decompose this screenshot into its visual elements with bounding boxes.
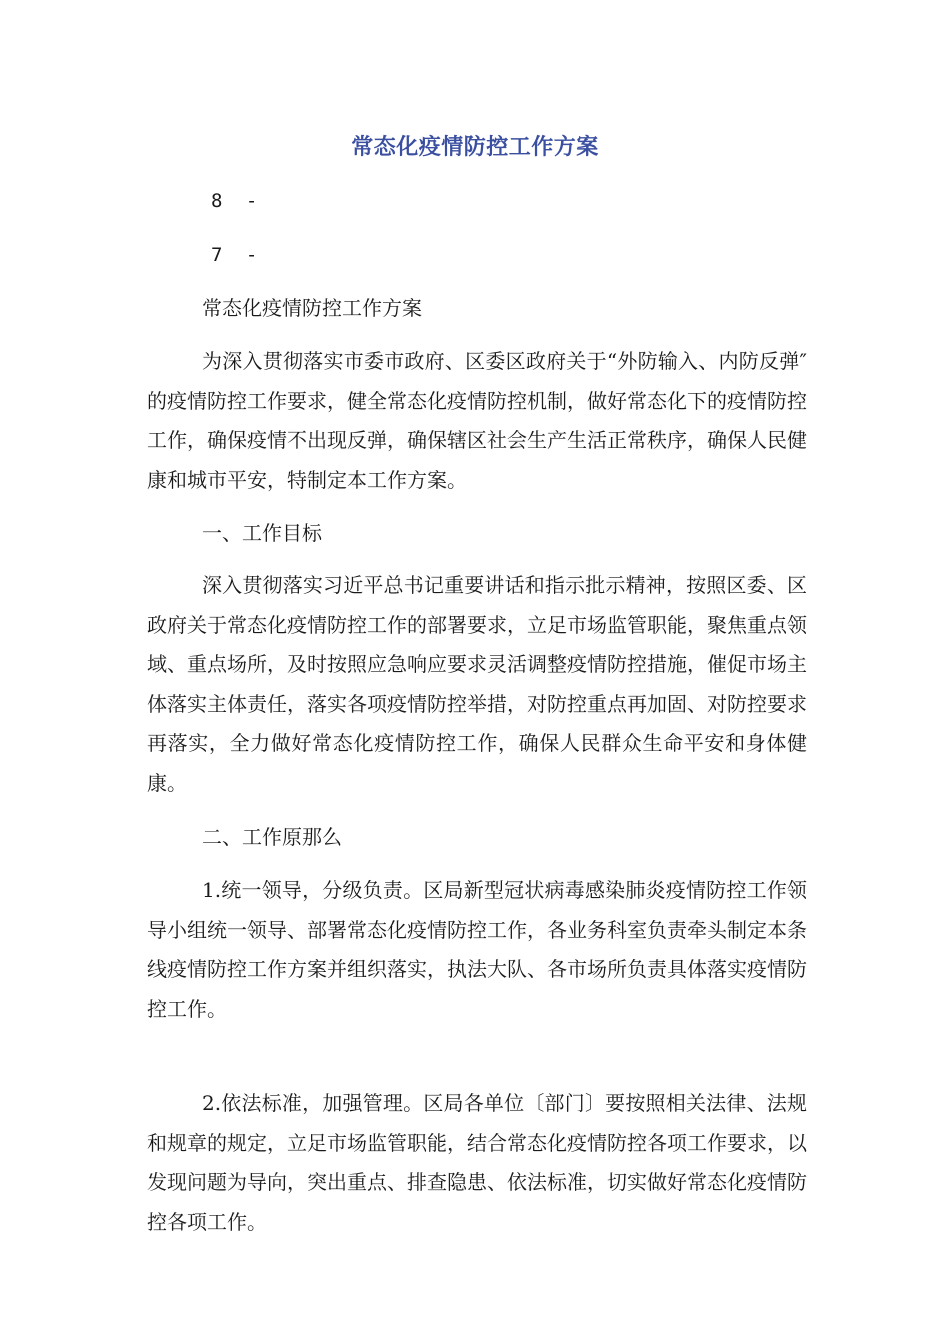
page-marker-2: 7 - [211,244,264,266]
section-1-body: 深入贯彻落实习近平总书记重要讲话和指示批示精神，按照区委、区政府关于常态化疫情防控工作的部署要求，立足市场监管职能，聚焦重点领域、重点场所，及时按照应急响应要求灵活调整疫情防控措施，催促市场主体落实主体责任，落实各项疫情防控举措，对防控重点再加固、对防控要求再落实，全力做好常态化疫情防控工作，确保人民群众生命平安和身体健康。 [147,573,807,795]
section-2-heading: 二、工作原那么 [202,825,342,849]
page-marker-1: 8 - [211,190,264,212]
document-title: 常态化疫情防控工作方案 [351,135,599,160]
intro-paragraph: 为深入贯彻落实市委市政府、区委区政府关于“外防输入、内防反弹″的疫情防控工作要求，健全常态化疫情防控机制，做好常态化下的疫情防控工作，确保疫情不出现反弹，确保辖区社会生产生活正常秩序，确保人民健康和城市平安，特制定本工作方案。 [147,349,807,492]
document-subtitle: 常态化疫情防控工作方案 [202,296,422,320]
principle-item-2: 2.依法标准，加强管理。区局各单位〔部门〕要按照相关法律、法规和规章的规定，立足市场监管职能，结合常态化疫情防控各项工作要求，以发现问题为导向，突出重点、排查隐患、依法标准，切实做好常态化疫情防控各项工作。 [147,1091,807,1234]
section-1-heading: 一、工作目标 [202,521,322,545]
principle-item-1: 1.统一领导，分级负责。区局新型冠状病毒感染肺炎疫情防控工作领导小组统一领导、部署常态化疫情防控工作，各业务科室负责牵头制定本条线疫情防控工作方案并组织落实，执法大队、各市场所负责具体落实疫情防控工作。 [147,878,807,1021]
